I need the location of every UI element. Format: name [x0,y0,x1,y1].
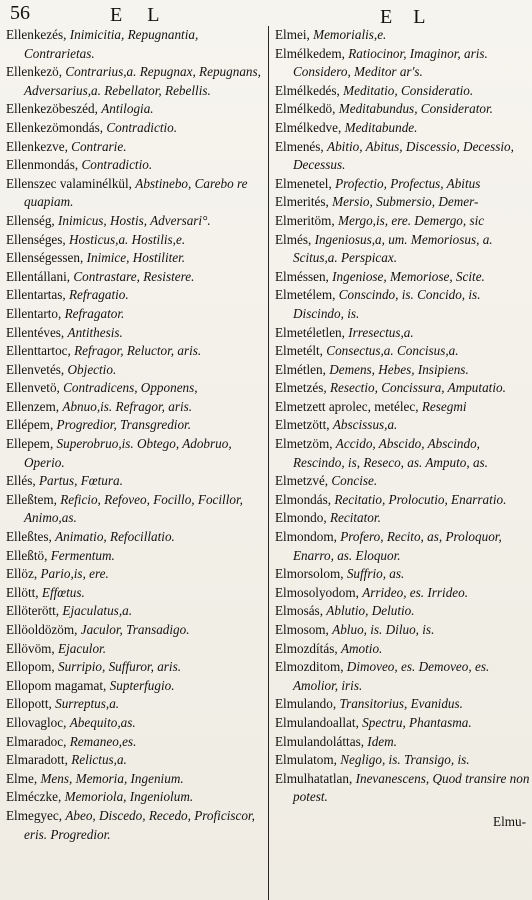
latin-gloss: Abluo, is. Diluo, is. [332,622,435,637]
latin-gloss: Accido, Abscido, Abscindo, Rescindo, is, Reseco, as. Amputo, as. [293,436,488,470]
headword: Elméssen, [275,268,329,284]
dictionary-entry [6,677,262,696]
headword: Elmélkedem, [275,45,345,61]
latin-gloss: Superobruo,is. Obtego, Adobruo, Operio. [24,436,232,470]
headword: Ellenvetö, [6,380,60,396]
headword: Elmei, [275,27,310,42]
dictionary-entry [6,119,262,138]
headword: Ellenségessen, [6,250,84,266]
latin-gloss: Conscindo, is. Concido, is. Discindo, is. [293,287,481,321]
dictionary-entry [6,63,262,100]
dictionary-entry [6,231,262,250]
headword: Elleßtö, [6,547,48,563]
headword: Elmélkedö, [275,101,336,117]
headword: Elmegyec, [6,807,63,823]
headword: Ellenszec valaminélkül, [6,175,132,191]
latin-gloss: Transitorius, Evanidus. [339,696,463,712]
dictionary-entry [275,100,530,119]
dictionary-entry [6,565,262,584]
headword: Elméczke, [6,789,62,805]
headword: Ellenmondás, [6,157,79,173]
headword: Elmulhatatlan, [275,770,353,786]
dictionary-entry [6,770,262,789]
latin-gloss: Meditabundus, Considerator. [338,101,493,117]
latin-gloss: Abnuo,is. Refragor, aris. [62,398,193,414]
latin-gloss: Pario,is, ere. [40,566,109,582]
headword: Elmaradott, [6,752,68,768]
latin-gloss: Hosticus,a. Hostilis,e. [69,231,186,247]
latin-gloss: Mersio, Submersio, Demer- [332,194,479,210]
headword: Elmosás, [275,603,323,619]
latin-gloss: Partus, Fœtura. [38,473,123,489]
headword: Elmélkedés, [275,82,340,98]
latin-gloss: Supterfugio. [109,677,175,693]
headword: Elmenetel, [275,175,332,191]
latin-gloss: Mens, Memoria, Ingenium. [40,770,184,786]
dictionary-entry [275,324,530,343]
dictionary-entry [275,602,530,621]
dictionary-entry [275,398,530,417]
dictionary-entry [275,175,530,194]
headword: Ellopom magamat, [6,677,107,693]
dictionary-entry [6,621,262,640]
latin-gloss: Memorialis,e. [313,27,387,42]
headword: Elmorsolom, [275,566,344,582]
dictionary-entry [6,268,262,287]
dictionary-entry [6,528,262,547]
dictionary-entry [6,156,262,175]
headword: Elleßtem, [6,491,57,507]
dictionary-entry [275,82,530,101]
dictionary-entry [6,379,262,398]
latin-gloss: Inimicus, Hostis, Adversari°. [58,212,211,228]
dictionary-entry [275,193,530,212]
dictionary-entry [6,640,262,659]
headword: Elmozditom, [275,659,344,675]
dictionary-entry [275,379,530,398]
dictionary-entry [6,324,262,343]
dictionary-entry [6,472,262,491]
headword: Ellentartas, [6,287,66,303]
headword: Ellöz, [6,566,38,582]
headword: Ellentállani, [6,268,71,284]
headword: Elmulatom, [275,752,337,768]
right-column-entries [275,26,530,807]
latin-gloss: Profero, Recito, as, Proloquor, Enarro, as. Eloquor. [293,529,502,563]
latin-gloss: Suffrio, as. [346,566,405,582]
dictionary-entry [275,416,530,435]
latin-gloss: Mergo,is, ere. Demergo, sic [338,212,485,228]
dictionary-entry [275,138,530,175]
dictionary-entry [275,45,530,82]
dictionary-entry [275,770,530,807]
dictionary-entry [6,249,262,268]
dictionary-entry [6,714,262,733]
headword: Elmaradoc, [6,733,67,749]
headword: Elmenés, [275,138,324,154]
latin-gloss: Inimice, Hostiliter. [86,250,186,266]
headword: Ellöoldözöm, [6,622,78,637]
dictionary-entry [6,547,262,566]
latin-gloss: Negligo, is. Transigo, is. [340,752,470,768]
latin-gloss: Consectus,a. Concisus,a. [326,343,459,359]
latin-gloss: Ingeniose, Memoriose, Scite. [332,268,485,284]
latin-gloss: Surripio, Suffuror, aris. [58,659,182,675]
dictionary-entry [275,268,530,287]
headword: Elmetélem, [275,287,336,303]
dictionary-entry [275,621,530,640]
headword: Elmetzöm, [275,436,333,452]
latin-gloss: Abitio, Abitus, Discessio, Decessio, Decessus. [293,138,514,173]
dictionary-entry [275,733,530,752]
headword: Ellenkezö, [6,64,63,80]
left-running-head: E L [110,4,170,26]
latin-gloss: Irresectus,a. [348,324,414,340]
headword: Ellenkezöbeszéd, [6,101,98,117]
headword: Elmétlen, [275,361,326,377]
dictionary-entry [275,584,530,603]
dictionary-entry [6,733,262,752]
headword: Ellött, [6,584,39,600]
dictionary-entry [6,398,262,417]
dictionary-entry [6,751,262,770]
dictionary-entry [275,714,530,733]
headword: Ellenkezve, [6,138,68,154]
headword: Elmetzés, [275,380,327,396]
headword: Ellenkezömondás, [6,119,104,135]
latin-gloss: Refragor, Reluctor, aris. [74,343,202,359]
latin-gloss: Resegmi [421,398,467,414]
latin-gloss: Contradictio. [81,157,153,173]
latin-gloss: Abscissus,a. [332,417,398,433]
dictionary-entry [6,584,262,603]
latin-gloss: Ejaculor. [58,640,107,656]
dictionary-entry [6,416,262,435]
latin-gloss: Abstinebo, Carebo re quapiam. [24,175,248,210]
dictionary-entry [275,119,530,138]
dictionary-entry [6,361,262,380]
latin-gloss: Contrastare, Resistere. [73,268,195,284]
dictionary-entry [275,695,530,714]
dictionary-entry [275,640,530,659]
headword: Elmetzvé, [275,473,329,489]
headword: Ellenség, [6,212,55,228]
latin-gloss: Recitatio, Prolocutio, Enarratio. [334,491,507,507]
latin-gloss: Spectru, Phantasma. [362,714,472,730]
latin-gloss: Fermentum. [50,547,115,563]
dictionary-entry [275,491,530,510]
headword: Ellenvetés, [6,361,65,377]
headword: Ellentéves, [6,324,65,340]
latin-gloss: Profectio, Profectus, Abitus [335,175,481,191]
dictionary-entry [6,342,262,361]
headword: Ellentarto, [6,305,62,321]
headword: Ellépem, [6,417,54,433]
two-column-body [6,26,530,900]
latin-gloss: Concise. [331,473,378,489]
headword: Elmeritöm, [275,212,335,228]
latin-gloss: Inimicitia, Repugnantia, Contrarietas. [24,27,199,61]
dictionary-entry [6,212,262,231]
headword: Ellenzem, [6,398,60,414]
latin-gloss: Objectio. [67,361,117,377]
headword: Elmetélt, [275,343,323,359]
latin-gloss: Ratiocinor, Imaginor, aris. Considero, Meditor ar's. [293,45,488,80]
dictionary-entry [6,305,262,324]
latin-gloss: Meditatio, Consideratio. [343,82,474,98]
headword: Ellopom, [6,659,55,675]
latin-gloss: Refragatio. [68,287,129,303]
dictionary-entry [6,807,262,844]
latin-gloss: Demens, Hebes, Insipiens. [329,361,469,377]
latin-gloss: Effœtus. [41,584,85,600]
dictionary-entry [275,658,530,695]
headword: Ellopott, [6,696,52,712]
latin-gloss: Surreptus,a. [55,696,120,712]
latin-gloss: Jaculor, Transadigo. [80,622,190,637]
page-number: 56 [10,2,30,24]
dictionary-entry [275,212,530,231]
latin-gloss: Recitator. [329,510,381,526]
headword: Elmosom, [275,622,329,637]
headword: Elmetzett aprolec, metélec, [275,398,419,414]
dictionary-entry [275,509,530,528]
dictionary-entry [6,491,262,528]
latin-gloss: Ingeniosus,a, um. Memoriosus, a. Scitus,a. Perspicax. [293,231,493,266]
headword: Elmondo, [275,510,327,526]
dictionary-entry [6,175,262,212]
headword: Elleßtes, [6,529,52,545]
headword: Elmosolyodom, [275,584,359,600]
latin-gloss: Remaneo,es. [69,733,137,749]
latin-gloss: Abequito,as. [69,714,136,730]
dictionary-entry [6,658,262,677]
dictionary-entry [6,435,262,472]
headword: Elmulando, [275,696,337,712]
dictionary-entry [275,231,530,268]
dictionary-entry [275,565,530,584]
left-column [6,26,268,900]
headword: Elme, [6,770,38,786]
latin-gloss: Contradicens, Opponens, [63,380,198,396]
latin-gloss: Resectio, Concissura, Amputatio. [329,380,506,396]
dictionary-entry [6,286,262,305]
latin-gloss: Contradictio. [106,119,178,135]
right-running-head: E L [380,6,434,28]
latin-gloss: Contrarie. [71,138,127,154]
dictionary-entry [275,751,530,770]
dictionary-entry [275,26,530,45]
headword: Elmulandoallat, [275,714,359,730]
dictionary-entry [275,528,530,565]
latin-gloss: Animatio, Refocillatio. [55,529,175,545]
latin-gloss: Memoriola, Ingeniolum. [64,789,194,805]
headword: Elmetéletlen, [275,324,345,340]
dictionary-entry [275,342,530,361]
latin-gloss: Amotio. [340,640,383,656]
headword: Ellovagloc, [6,714,67,730]
headword: Elmondás, [275,491,332,507]
headword: Elmondom, [275,529,337,545]
headword: Ellenkezés, [6,27,67,42]
headword: Elmetzött, [275,417,330,433]
catchword: Elmu- [493,813,526,829]
dictionary-entry [6,695,262,714]
latin-gloss: Dimoveo, es. Demoveo, es. Amolior, iris. [293,659,490,693]
latin-gloss: Contrarius,a. Repugnax, Repugnans, Adversarius,a. Rebellator, Rebellis. [24,64,261,98]
dictionary-entry [6,788,262,807]
dictionary-entry [275,472,530,491]
latin-gloss: Abeo, Discedo, Recedo, Proficiscor, eris. Progredior. [24,807,255,842]
headword: Ellés, [6,473,36,489]
latin-gloss: Antithesis. [67,324,123,340]
dictionary-entry [275,435,530,472]
headword: Ellövöm, [6,640,55,656]
latin-gloss: Ablutio, Delutio. [326,603,415,619]
latin-gloss: Progredior, Transgredior. [56,417,192,433]
headword: Ellenséges, [6,231,66,247]
dictionary-entry [6,138,262,157]
headword: Elmozdítás, [275,640,338,656]
latin-gloss: Antilogia. [101,101,154,117]
dictionary-entry [6,602,262,621]
latin-gloss: Refragator. [64,305,125,321]
headword: Elmulandoláttas, [275,733,364,749]
headword: Elmélkedve, [275,119,342,135]
headword: Elmerités, [275,194,329,210]
latin-gloss: Inevanescens, Quod transire non potest. [293,770,530,805]
latin-gloss: Ejaculatus,a. [62,603,133,619]
latin-gloss: Reficio, Refoveo, Focillo, Focillor, Animo,as. [24,491,243,526]
latin-gloss: Meditabunde. [344,119,418,135]
headword: Ellenttartoc, [6,343,71,359]
dictionary-entry [275,361,530,380]
latin-gloss: Idem. [367,733,397,749]
dictionary-entry [275,286,530,323]
latin-gloss: Relictus,a. [71,752,127,768]
headword: Elmés, [275,231,312,247]
right-column [268,26,530,900]
dictionary-entry [6,100,262,119]
headword: Ellöterött, [6,603,60,619]
latin-gloss: Arrideo, es. Irrideo. [362,584,469,600]
headword: Ellepem, [6,436,54,452]
dictionary-entry [6,26,262,63]
